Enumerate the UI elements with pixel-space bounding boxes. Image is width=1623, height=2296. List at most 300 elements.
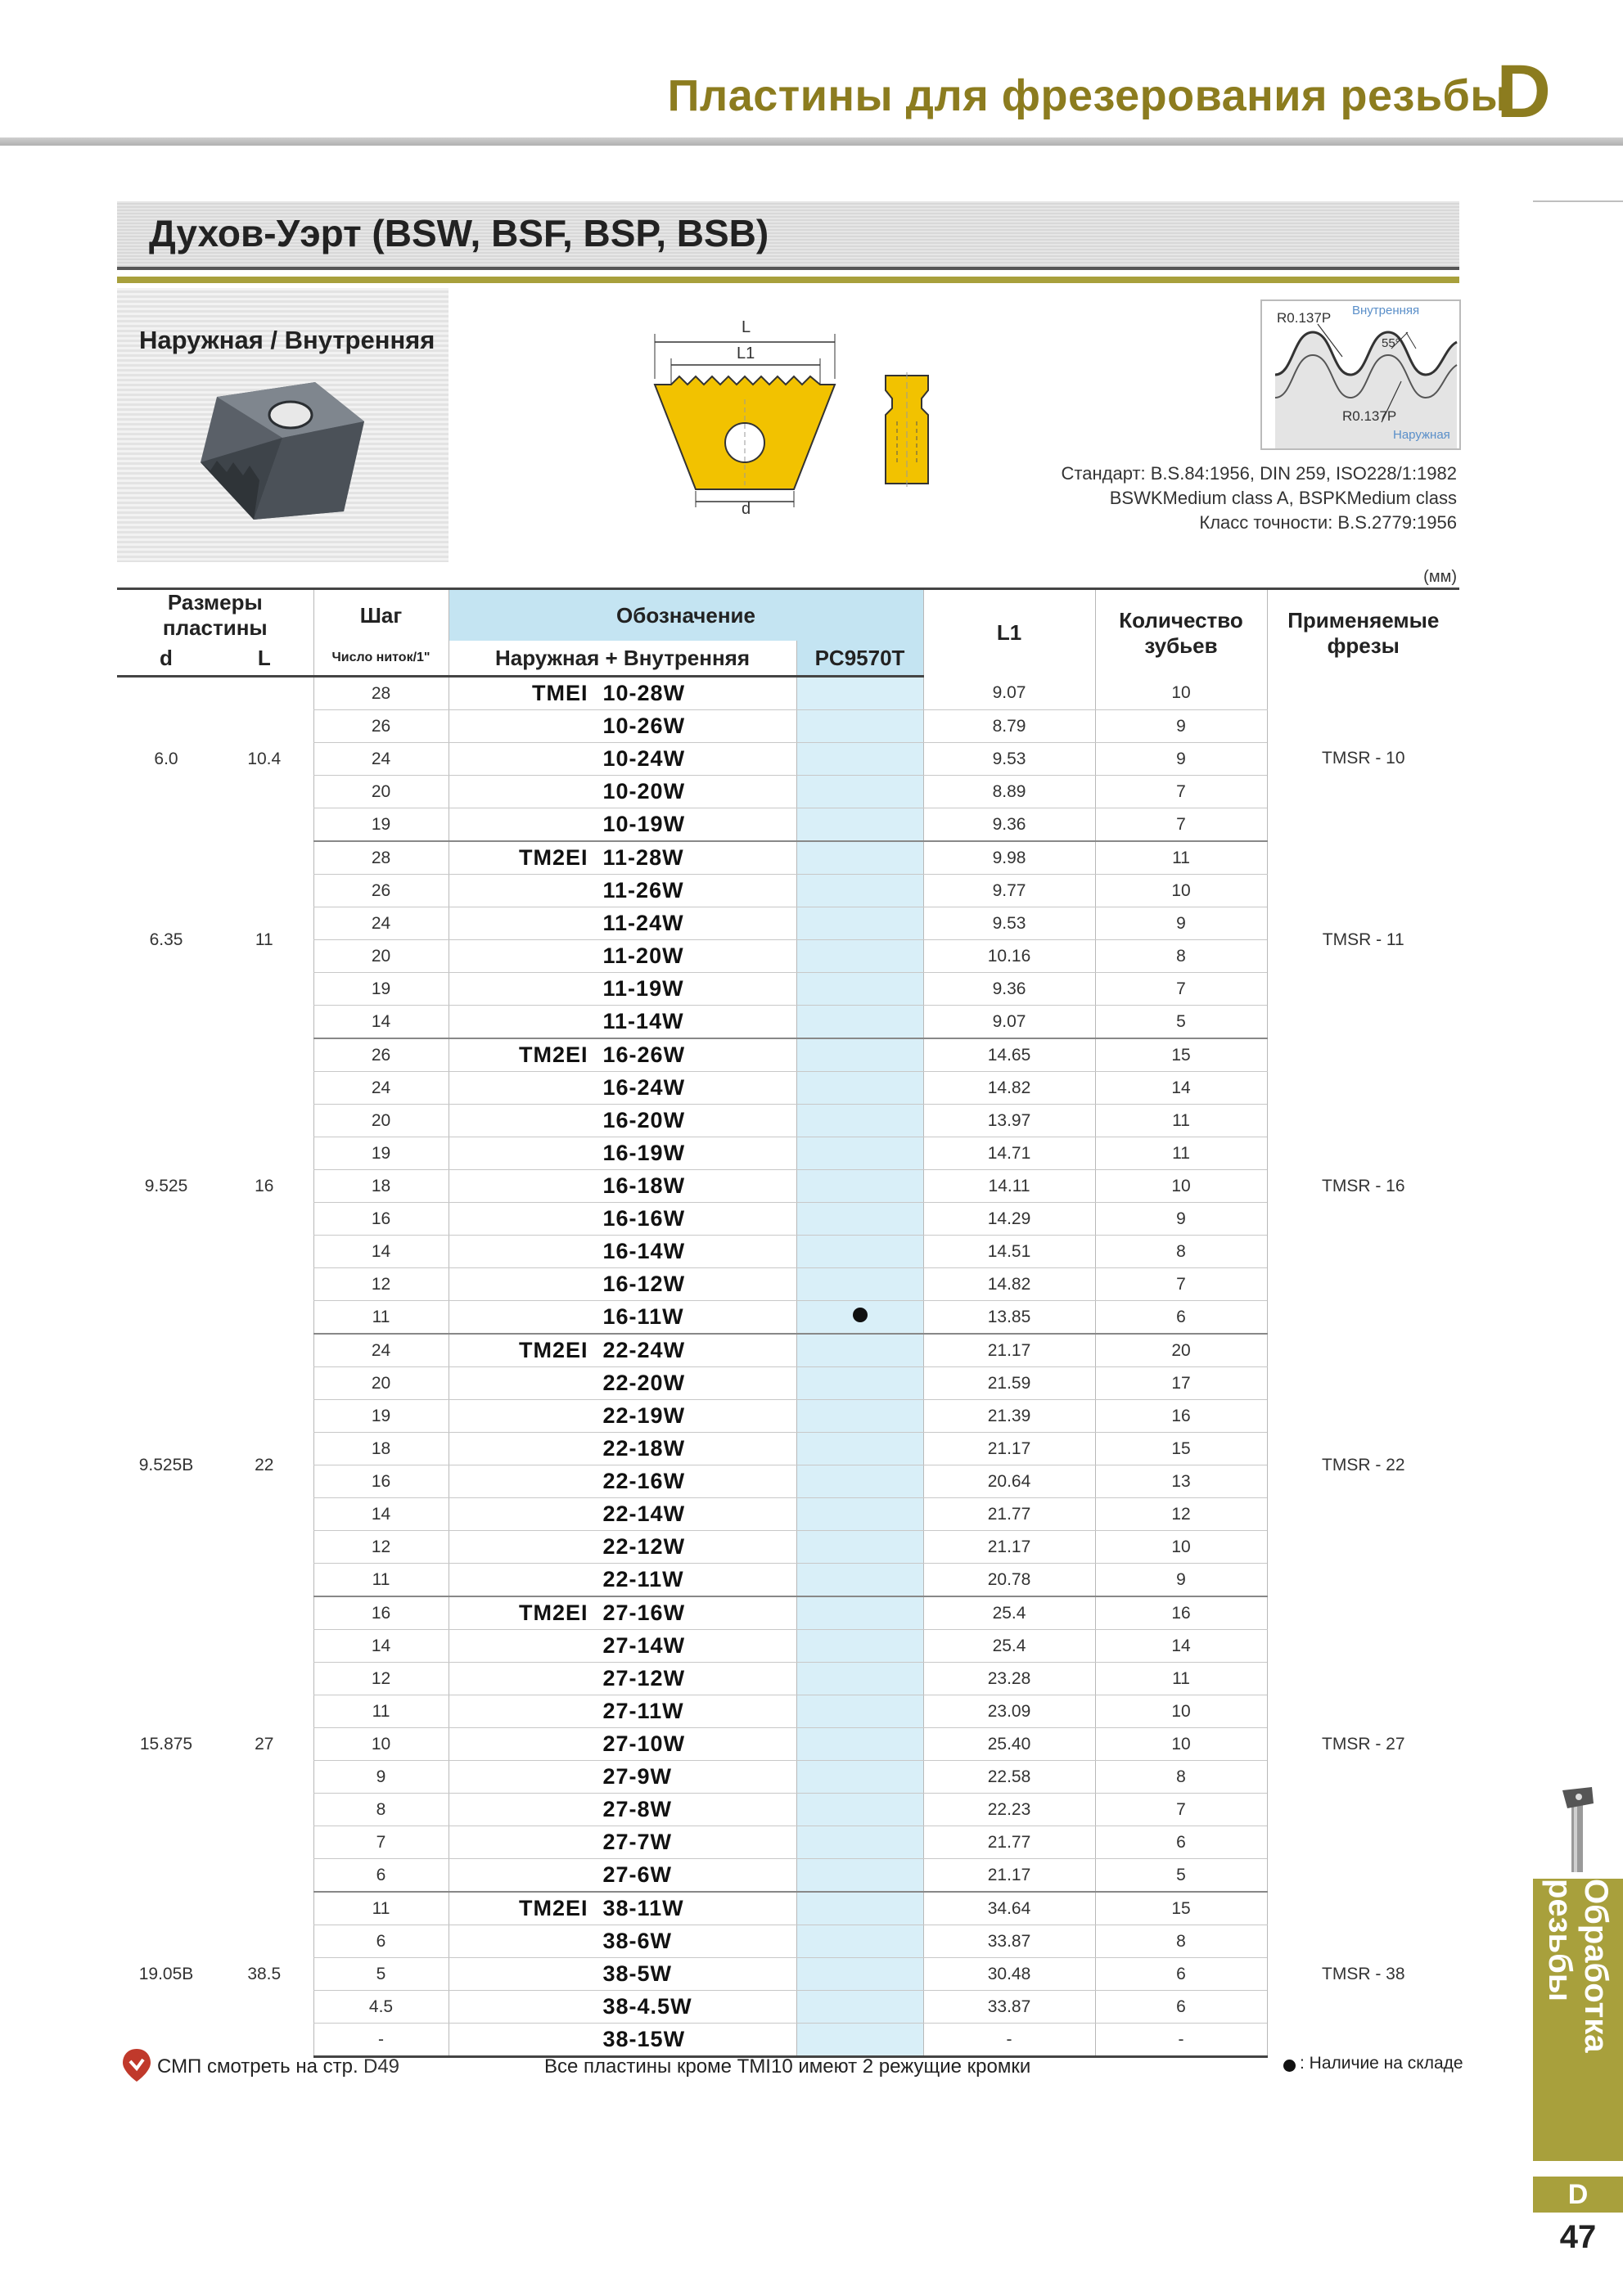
table-row (117, 940, 1459, 973)
table-row (117, 743, 1459, 776)
designation-family: TM2EI (519, 1896, 588, 1920)
cell-grade-stock (796, 1465, 923, 1498)
table-row (117, 1137, 1459, 1170)
insert-drawing (638, 317, 851, 522)
cell-cutter: TMSR - 16 (1267, 1038, 1459, 1334)
designation-code: 11-24W (602, 911, 684, 935)
footer-see-label: СМП смотреть на стр. (157, 2055, 358, 2078)
cell-grade-stock (796, 1859, 923, 1893)
cell-d: 19.05B (138, 1964, 194, 1983)
header-L1: L1 (923, 589, 1095, 677)
profile-angle: 55° (1382, 336, 1400, 350)
table-row (117, 1400, 1459, 1433)
cell-grade-stock (796, 1630, 923, 1663)
cell-designation (449, 940, 796, 973)
cell-L1: 9.36 (923, 973, 1095, 1006)
section-title: Духов-Уэрт (BSW, BSF, BSP, BSB) (149, 212, 769, 254)
designation-code: 22-18W (602, 1436, 686, 1461)
cell-L1: 20.78 (923, 1564, 1095, 1597)
cell-pitch: 6 (313, 1859, 449, 1893)
cell-L1: 14.29 (923, 1203, 1095, 1236)
cell-d: 9.525B (138, 1455, 194, 1474)
cell-teeth: 20 (1095, 1334, 1267, 1367)
designation-code: 10-26W (602, 714, 686, 738)
profile-external-label: Наружная (1393, 428, 1450, 442)
designation-code: 11-26W (602, 878, 684, 903)
table-row (117, 1465, 1459, 1498)
cell-designation (449, 1236, 796, 1268)
cell-teeth: 6 (1095, 1991, 1267, 2024)
cell-L1: 14.65 (923, 1038, 1095, 1072)
side-frame (1533, 200, 1623, 1781)
header-designation-sub: Наружная + Внутренняя (449, 641, 796, 677)
table-row (117, 1531, 1459, 1564)
cell-teeth: 15 (1095, 1433, 1267, 1465)
table-row (117, 1564, 1459, 1597)
designation-code: 27-14W (602, 1633, 686, 1658)
cell-L: 16 (255, 1176, 274, 1195)
designation-code: 16-20W (602, 1108, 686, 1132)
designation-code: 22-24W (602, 1338, 686, 1362)
cell-L1: 9.07 (923, 677, 1095, 710)
cell-designation (449, 1663, 796, 1695)
cell-designation (449, 1072, 796, 1105)
designation-code: 22-11W (602, 1567, 684, 1591)
header-d: d (117, 641, 215, 677)
cell-L: 11 (255, 930, 273, 949)
cell-designation (449, 1268, 796, 1301)
cell-grade-stock (796, 841, 923, 875)
cell-designation (449, 1400, 796, 1433)
cell-designation (449, 1433, 796, 1465)
cell-teeth: 16 (1095, 1400, 1267, 1433)
designation-code: 16-14W (602, 1239, 686, 1263)
cell-pitch: 24 (313, 743, 449, 776)
cell-designation (449, 743, 796, 776)
cell-designation (449, 776, 796, 808)
table-row (117, 1433, 1459, 1465)
cell-pitch: 20 (313, 776, 449, 808)
designation-family: TM2EI (519, 1042, 588, 1067)
table-row (117, 1859, 1459, 1893)
cell-teeth: 10 (1095, 1695, 1267, 1728)
section-accent-rule (117, 277, 1459, 283)
designation-code: 16-11W (602, 1304, 684, 1329)
cell-grade-stock (796, 2024, 923, 2057)
cell-teeth: 7 (1095, 973, 1267, 1006)
cell-teeth: 11 (1095, 1137, 1267, 1170)
cell-grade-stock (796, 1498, 923, 1531)
photo-label: Наружная / Внутренняя (139, 326, 435, 354)
cell-grade-stock (796, 1268, 923, 1301)
page-title: Пластины для фрезерования резьбы (667, 71, 1508, 120)
cell-L1: 33.87 (923, 1925, 1095, 1958)
designation-code: 10-19W (602, 812, 686, 836)
cell-L: 22 (255, 1455, 274, 1474)
cell-grade-stock (796, 1564, 923, 1597)
cell-L1: 25.4 (923, 1596, 1095, 1630)
table-row (117, 1203, 1459, 1236)
cell-pitch: 28 (313, 841, 449, 875)
cell-pitch: 24 (313, 907, 449, 940)
cell-grade-stock (796, 808, 923, 842)
standard-line: Стандарт: B.S.84:1956, DIN 259, ISO228/1:1982 (1061, 463, 1457, 484)
cell-L1: 13.85 (923, 1301, 1095, 1335)
cell-designation (449, 875, 796, 907)
side-tab-label: Обработка резьбы (1542, 1879, 1614, 2053)
cell-L1: 8.79 (923, 710, 1095, 743)
cell-pitch: 4.5 (313, 1991, 449, 2024)
cell-pitch: 16 (313, 1465, 449, 1498)
cell-L1: 21.17 (923, 1531, 1095, 1564)
table-row (117, 1761, 1459, 1794)
cell-designation (449, 1958, 796, 1991)
cell-designation (449, 1038, 796, 1072)
cell-grade-stock (796, 1038, 923, 1072)
cell-cutter: TMSR - 27 (1267, 1596, 1459, 1892)
cell-pitch: 19 (313, 1137, 449, 1170)
cell-L1: 13.97 (923, 1105, 1095, 1137)
cell-grade-stock (796, 940, 923, 973)
thread-profile-diagram (1260, 299, 1461, 450)
cell-teeth: 5 (1095, 1006, 1267, 1039)
cell-L1: 23.28 (923, 1663, 1095, 1695)
designation-code: 16-24W (602, 1075, 686, 1100)
cell-grade-stock (796, 1301, 923, 1335)
cell-grade-stock (796, 1531, 923, 1564)
cell-designation (449, 710, 796, 743)
designation-code: 38-6W (602, 1929, 673, 1953)
cell-grade-stock (796, 1695, 923, 1728)
table-row (117, 1268, 1459, 1301)
cell-pitch: - (313, 2024, 449, 2057)
cell-d: 15.875 (139, 1734, 193, 1754)
cell-grade-stock (796, 1991, 923, 2024)
profile-radius-top: R0.137P (1277, 310, 1332, 326)
designation-code: 11-14W (602, 1009, 684, 1033)
dim-L: L (742, 318, 751, 336)
cell-designation (449, 1334, 796, 1367)
cell-pitch: 14 (313, 1006, 449, 1039)
stock-dot-icon (853, 1308, 868, 1322)
table-row (117, 907, 1459, 940)
footer-note: Все пластины кроме TMI10 имеют 2 режущие кромки (544, 2055, 1031, 2078)
cell-designation (449, 1728, 796, 1761)
cell-teeth: 11 (1095, 1105, 1267, 1137)
table-row (117, 973, 1459, 1006)
cell-designation (449, 1859, 796, 1893)
table-row (117, 1498, 1459, 1531)
cell-teeth: 15 (1095, 1892, 1267, 1925)
cell-pitch: 11 (313, 1695, 449, 1728)
cell-grade-stock (796, 875, 923, 907)
designation-code: 10-20W (602, 779, 686, 804)
cell-pitch: 14 (313, 1498, 449, 1531)
cell-cutter: TMSR - 22 (1267, 1334, 1459, 1596)
cell-L1: 14.51 (923, 1236, 1095, 1268)
cell-L1: 14.71 (923, 1137, 1095, 1170)
cell-pitch: 19 (313, 973, 449, 1006)
cell-designation (449, 1695, 796, 1728)
table-row (117, 1728, 1459, 1761)
cell-pitch: 20 (313, 1105, 449, 1137)
cell-L1: 9.53 (923, 907, 1095, 940)
cell-grade-stock (796, 1958, 923, 1991)
designation-code: 16-19W (602, 1141, 686, 1165)
designation-family: TM2EI (519, 1338, 588, 1362)
table-row (117, 1006, 1459, 1039)
designation-code: 22-19W (602, 1403, 686, 1428)
cell-teeth: 14 (1095, 1072, 1267, 1105)
cell-designation (449, 1006, 796, 1039)
cell-designation (449, 1367, 796, 1400)
cell-grade-stock (796, 1663, 923, 1695)
dim-d: d (742, 500, 751, 518)
designation-family: TMEI (532, 681, 588, 705)
designation-code: 22-12W (602, 1534, 686, 1559)
cell-L1: 20.64 (923, 1465, 1095, 1498)
designation-code: 27-8W (602, 1797, 673, 1821)
header-teeth: Количество зубьев (1095, 589, 1267, 677)
cell-teeth: 6 (1095, 1301, 1267, 1335)
header-pitch: Шаг (313, 589, 449, 642)
cell-designation (449, 1498, 796, 1531)
cell-cutter: TMSR - 11 (1267, 841, 1459, 1038)
cell-teeth: 17 (1095, 1367, 1267, 1400)
table-row (117, 1892, 1459, 1925)
cell-pitch: 7 (313, 1826, 449, 1859)
cell-L1: 9.53 (923, 743, 1095, 776)
standard-line: Класс точности: B.S.2779:1956 (1199, 512, 1457, 533)
cell-L1: 34.64 (923, 1892, 1095, 1925)
cell-teeth: 13 (1095, 1465, 1267, 1498)
designation-code: 11-20W (602, 943, 684, 968)
cell-pitch: 24 (313, 1072, 449, 1105)
cell-teeth: 6 (1095, 1826, 1267, 1859)
header-rule (0, 137, 1623, 146)
cell-grade-stock (796, 973, 923, 1006)
cell-grade-stock (796, 1006, 923, 1039)
cell-L1: 14.82 (923, 1268, 1095, 1301)
cell-designation (449, 841, 796, 875)
cell-pitch: 14 (313, 1236, 449, 1268)
cell-pitch: 19 (313, 808, 449, 842)
cell-designation (449, 1596, 796, 1630)
designation-code: 11-19W (602, 976, 684, 1001)
cell-L1: 9.77 (923, 875, 1095, 907)
cell-pitch: 5 (313, 1958, 449, 1991)
cell-teeth: 7 (1095, 1268, 1267, 1301)
milling-tool-icon (1549, 1784, 1607, 1874)
header-pitch-sub: Число ниток/1" (313, 641, 449, 677)
cell-pitch: 9 (313, 1761, 449, 1794)
cell-grade-stock (796, 1367, 923, 1400)
cell-teeth: 15 (1095, 1038, 1267, 1072)
cell-grade-stock (796, 1170, 923, 1203)
cell-teeth: 16 (1095, 1596, 1267, 1630)
cell-designation (449, 1301, 796, 1335)
designation-code: 27-11W (602, 1699, 684, 1723)
table-row (117, 1826, 1459, 1859)
cell-grade-stock (796, 1105, 923, 1137)
designation-code: 10-28W (602, 681, 686, 705)
cell-teeth: 7 (1095, 776, 1267, 808)
cell-L1: 21.17 (923, 1859, 1095, 1893)
cell-L1: 21.17 (923, 1334, 1095, 1367)
cell-grade-stock (796, 1761, 923, 1794)
cell-teeth: 7 (1095, 808, 1267, 842)
cell-grade-stock (796, 710, 923, 743)
designation-code: 27-7W (602, 1830, 673, 1854)
cell-pitch: 26 (313, 875, 449, 907)
cell-d: 6.35 (149, 930, 183, 949)
footer-see-page: D49 (363, 2055, 400, 2078)
cell-teeth: 8 (1095, 1925, 1267, 1958)
table-row (117, 1958, 1459, 1991)
cell-pitch: 20 (313, 940, 449, 973)
cell-pitch: 16 (313, 1596, 449, 1630)
designation-code: 16-26W (602, 1042, 686, 1067)
cell-designation (449, 1203, 796, 1236)
designation-code: 22-14W (602, 1501, 686, 1526)
designation-code: 11-28W (602, 845, 684, 870)
cell-designation (449, 1761, 796, 1794)
cell-L1: 21.77 (923, 1498, 1095, 1531)
cell-L1: 9.07 (923, 1006, 1095, 1039)
cell-teeth: 8 (1095, 1761, 1267, 1794)
cell-designation (449, 1465, 796, 1498)
cell-pitch: 18 (313, 1170, 449, 1203)
cell-teeth: 10 (1095, 677, 1267, 710)
cell-L1: 22.58 (923, 1761, 1095, 1794)
cell-grade-stock (796, 1728, 923, 1761)
cell-teeth: 7 (1095, 1794, 1267, 1826)
cell-pitch: 26 (313, 710, 449, 743)
cell-teeth: 9 (1095, 907, 1267, 940)
cell-designation (449, 1564, 796, 1597)
designation-code: 22-20W (602, 1371, 686, 1395)
table-row (117, 1596, 1459, 1630)
table-row (117, 1925, 1459, 1958)
cell-L1: 10.16 (923, 940, 1095, 973)
designation-code: 27-12W (602, 1666, 686, 1690)
cell-designation (449, 2024, 796, 2057)
cell-teeth: - (1095, 2024, 1267, 2057)
cell-designation (449, 1892, 796, 1925)
table-row (117, 1334, 1459, 1367)
designation-code: 27-6W (602, 1862, 673, 1887)
cell-L: 27 (255, 1734, 274, 1754)
designation-code: 16-18W (602, 1173, 686, 1198)
profile-radius-bottom: R0.137P (1342, 408, 1397, 424)
cell-grade-stock (796, 1137, 923, 1170)
table-row (117, 841, 1459, 875)
cell-teeth: 11 (1095, 1663, 1267, 1695)
cell-pitch: 12 (313, 1531, 449, 1564)
cell-pitch: 8 (313, 1794, 449, 1826)
table-row (117, 1663, 1459, 1695)
table-row (117, 710, 1459, 743)
designation-code: 27-10W (602, 1731, 686, 1756)
cell-L: 10.4 (247, 750, 282, 768)
cell-teeth: 9 (1095, 743, 1267, 776)
insert-photo (192, 372, 372, 524)
cell-designation (449, 1794, 796, 1826)
cell-designation (449, 1105, 796, 1137)
cell-L1: 21.17 (923, 1433, 1095, 1465)
cell-grade-stock (796, 776, 923, 808)
cell-designation (449, 1137, 796, 1170)
page-reference-icon (121, 2047, 152, 2083)
designation-family: TM2EI (519, 845, 588, 870)
table-row (117, 1991, 1459, 2024)
cell-pitch: 18 (313, 1433, 449, 1465)
cell-L1: 25.40 (923, 1728, 1095, 1761)
cell-designation (449, 1170, 796, 1203)
header-L: L (215, 641, 313, 677)
cell-cutter: TMSR - 38 (1267, 1892, 1459, 2057)
cell-teeth: 9 (1095, 710, 1267, 743)
cell-pitch: 11 (313, 1564, 449, 1597)
cell-pitch: 11 (313, 1301, 449, 1335)
cell-teeth: 8 (1095, 940, 1267, 973)
insert-side-view (879, 372, 936, 487)
cell-designation (449, 808, 796, 842)
header-grade: PC9570T (796, 641, 923, 677)
section-rule (117, 267, 1459, 270)
cell-teeth: 9 (1095, 1564, 1267, 1597)
cell-designation (449, 1531, 796, 1564)
cell-grade-stock (796, 743, 923, 776)
cell-grade-stock (796, 677, 923, 710)
cell-designation (449, 907, 796, 940)
designation-family: TM2EI (519, 1600, 588, 1625)
designation-code: 38-4.5W (602, 1994, 692, 2019)
cell-L1: 21.59 (923, 1367, 1095, 1400)
cell-grade-stock (796, 1072, 923, 1105)
side-tab-letter: D (1533, 2177, 1623, 2213)
table-body (117, 677, 1459, 2057)
cell-grade-stock (796, 1400, 923, 1433)
cell-L1: 14.11 (923, 1170, 1095, 1203)
table-row (117, 1170, 1459, 1203)
header-size: Размеры пластины (117, 589, 313, 642)
cell-designation (449, 973, 796, 1006)
cell-L1: 21.39 (923, 1400, 1095, 1433)
cell-pitch: 6 (313, 1925, 449, 1958)
table-row (117, 1695, 1459, 1728)
designation-code: 27-16W (602, 1600, 686, 1625)
cell-grade-stock (796, 1794, 923, 1826)
cell-grade-stock (796, 1433, 923, 1465)
page-number: 47 (1559, 2219, 1597, 2255)
cell-teeth: 6 (1095, 1958, 1267, 1991)
table-row (117, 2024, 1459, 2057)
cell-teeth: 11 (1095, 841, 1267, 875)
profile-internal-label: Внутренняя (1352, 304, 1420, 317)
cell-pitch: 28 (313, 677, 449, 710)
table-row (117, 1301, 1459, 1335)
cell-pitch: 19 (313, 1400, 449, 1433)
cell-grade-stock (796, 1925, 923, 1958)
header-cutters: Применяемые фрезы (1267, 589, 1459, 677)
insert-table (117, 588, 1459, 2058)
cell-pitch: 12 (313, 1663, 449, 1695)
header-designation: Обозначение (449, 589, 923, 642)
table-row (117, 1630, 1459, 1663)
cell-L1: 9.36 (923, 808, 1095, 842)
cell-L: 38.5 (247, 1964, 282, 1983)
